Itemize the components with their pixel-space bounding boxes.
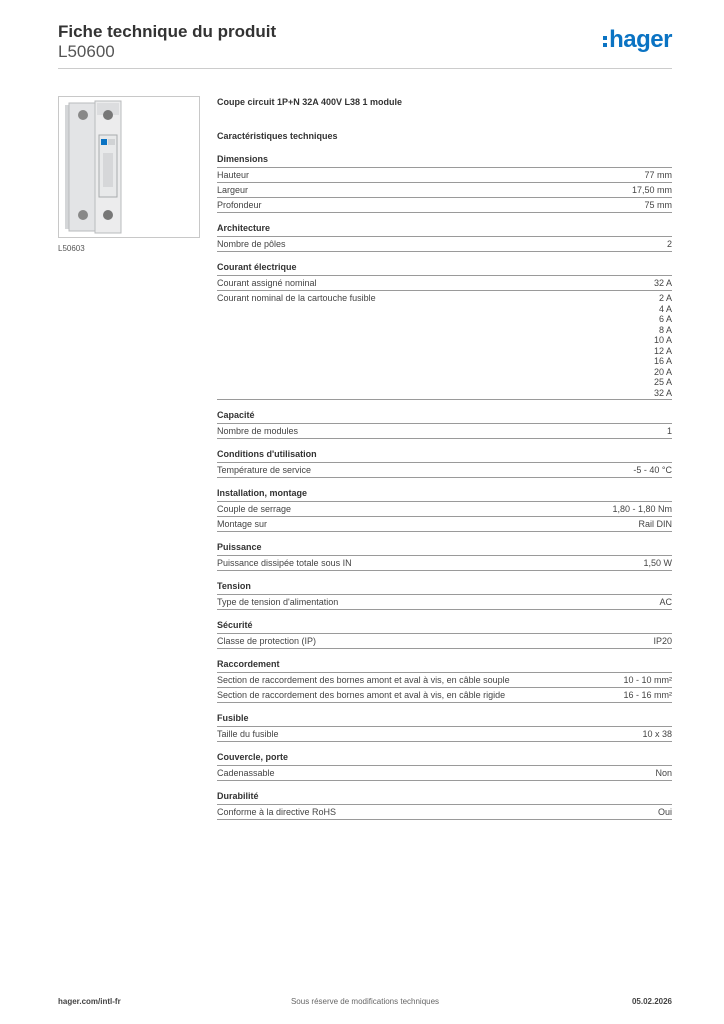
- spec-group: [217, 713, 672, 742]
- image-caption: L50603: [58, 244, 85, 253]
- spec-value-line: Non: [655, 768, 672, 778]
- spec-group: [217, 449, 672, 478]
- spec-group-title: Capacité: [217, 410, 672, 424]
- spec-content: [217, 96, 672, 830]
- spec-group: [217, 581, 672, 610]
- spec-row: [217, 198, 672, 213]
- spec-value-line: 10 x 38: [642, 729, 672, 739]
- spec-group: [217, 410, 672, 439]
- spec-value-line: 1: [666, 426, 672, 436]
- spec-group: [217, 791, 672, 820]
- spec-label: Profondeur: [217, 200, 262, 210]
- spec-row: [217, 517, 672, 532]
- spec-value-line: 1,80 - 1,80 Nm: [612, 504, 672, 514]
- spec-group-title: Durabilité: [217, 791, 672, 805]
- spec-group-title: Conditions d'utilisation: [217, 449, 672, 463]
- spec-value-line: 75 mm: [644, 200, 672, 210]
- spec-value-line: 16 - 16 mm²: [623, 690, 672, 700]
- spec-group-title: Installation, montage: [217, 488, 672, 502]
- spec-group-title: Tension: [217, 581, 672, 595]
- spec-value: [655, 768, 672, 779]
- spec-label: Largeur: [217, 185, 249, 195]
- spec-row: [217, 424, 672, 439]
- spec-value-line: 25 A: [653, 377, 672, 387]
- spec-row: [217, 766, 672, 781]
- spec-value-line: 10 - 10 mm²: [623, 675, 672, 685]
- spec-value: [643, 558, 672, 569]
- spec-group: [217, 154, 672, 213]
- spec-value-line: 77 mm: [644, 170, 672, 180]
- spec-value-line: AC: [659, 597, 672, 607]
- spec-groups: [217, 154, 672, 820]
- spec-group-title: Sécurité: [217, 620, 672, 634]
- product-image: [58, 96, 200, 238]
- spec-value-line: Rail DIN: [638, 519, 672, 529]
- spec-row: [217, 805, 672, 820]
- spec-row: [217, 168, 672, 183]
- spec-label: Nombre de modules: [217, 426, 299, 436]
- spec-value-line: 10 A: [653, 335, 672, 345]
- spec-row: [217, 634, 672, 649]
- spec-group-title: Raccordement: [217, 659, 672, 673]
- spec-value: [623, 690, 672, 701]
- spec-value-line: 1,50 W: [643, 558, 672, 568]
- product-description: Coupe circuit 1P+N 32A 400V L38 1 module: [217, 97, 402, 107]
- fuse-holder-icon: [59, 97, 199, 237]
- spec-value-line: 32 A: [653, 387, 672, 398]
- spec-value-line: 2 A: [658, 293, 672, 303]
- spec-label: Courant nominal de la cartouche fusible: [217, 293, 376, 303]
- spec-label: Conforme à la directive RoHS: [217, 807, 337, 817]
- spec-value-line: 20 A: [653, 366, 672, 377]
- spec-value: [653, 636, 672, 647]
- logo-text: hager: [609, 26, 672, 53]
- spec-label: Taille du fusible: [217, 729, 279, 739]
- spec-value: [623, 675, 672, 686]
- spec-value: [633, 465, 672, 476]
- spec-value: [644, 200, 672, 211]
- header-divider: [58, 68, 672, 69]
- footer-date: 05.02.2026: [631, 997, 672, 1006]
- spec-row: [217, 595, 672, 610]
- spec-row: [217, 502, 672, 517]
- spec-row: [217, 727, 672, 742]
- spec-value: [644, 170, 672, 181]
- spec-value: [642, 729, 672, 740]
- spec-value: [654, 278, 672, 289]
- spec-row: [217, 688, 672, 703]
- footer-website: hager.com/intl-fr: [58, 997, 121, 1006]
- spec-value-line: Oui: [657, 807, 672, 817]
- spec-row: [217, 237, 672, 252]
- logo-dots-icon: [603, 36, 607, 47]
- spec-row: [217, 463, 672, 478]
- spec-row: [217, 291, 672, 400]
- spec-group-title: Architecture: [217, 223, 672, 237]
- spec-value: [632, 185, 672, 196]
- spec-label: Nombre de pôles: [217, 239, 286, 249]
- spec-label: Classe de protection (IP): [217, 636, 317, 646]
- spec-value-line: 16 A: [653, 356, 672, 366]
- page-header: [58, 22, 672, 64]
- spec-group-title: Courant électrique: [217, 262, 672, 276]
- spec-value: [658, 807, 672, 818]
- spec-group: [217, 542, 672, 571]
- spec-label: Montage sur: [217, 519, 268, 529]
- spec-value-line: 8 A: [658, 324, 672, 335]
- spec-group: [217, 223, 672, 252]
- spec-value: [654, 293, 672, 398]
- spec-value: [638, 519, 672, 530]
- spec-group: [217, 488, 672, 532]
- spec-value-line: 4 A: [658, 303, 672, 314]
- spec-value-line: IP20: [653, 636, 672, 646]
- hager-logo: [603, 28, 672, 52]
- spec-value: [612, 504, 672, 515]
- spec-label: Cadenassable: [217, 768, 275, 778]
- spec-group: [217, 620, 672, 649]
- spec-value-line: 32 A: [653, 278, 672, 288]
- spec-label: Température de service: [217, 465, 312, 475]
- spec-group-title: Couvercle, porte: [217, 752, 672, 766]
- spec-group: [217, 659, 672, 703]
- spec-row: [217, 556, 672, 571]
- spec-label: Type de tension d'alimentation: [217, 597, 339, 607]
- characteristics-title: Caractéristiques techniques: [217, 131, 338, 141]
- spec-value-line: -5 - 40 °C: [633, 465, 672, 475]
- spec-label: Hauteur: [217, 170, 250, 180]
- spec-value-line: 17,50 mm: [631, 185, 672, 195]
- spec-row: [217, 673, 672, 688]
- product-reference: L50600: [58, 42, 115, 61]
- spec-label: Puissance dissipée totale sous IN: [217, 558, 352, 568]
- spec-row: [217, 183, 672, 198]
- spec-value: [667, 426, 672, 437]
- spec-group: [217, 262, 672, 400]
- spec-value-line: 12 A: [653, 345, 672, 356]
- spec-value-line: 2: [666, 239, 672, 249]
- spec-row: [217, 276, 672, 291]
- spec-value: [667, 239, 672, 250]
- spec-group-title: Dimensions: [217, 154, 672, 168]
- spec-label: Section de raccordement des bornes amont et aval à vis, en câble souple: [217, 675, 510, 685]
- footer-notice: Sous réserve de modifications techniques: [290, 997, 440, 1006]
- spec-label: Couple de serrage: [217, 504, 292, 514]
- spec-label: Courant assigné nominal: [217, 278, 317, 288]
- page-title: Fiche technique du produit: [58, 22, 277, 41]
- spec-group: [217, 752, 672, 781]
- spec-value: [659, 597, 672, 608]
- spec-group-title: Puissance: [217, 542, 672, 556]
- spec-label: Section de raccordement des bornes amont et aval à vis, en câble rigide: [217, 690, 506, 700]
- spec-value-line: 6 A: [658, 314, 672, 324]
- spec-group-title: Fusible: [217, 713, 672, 727]
